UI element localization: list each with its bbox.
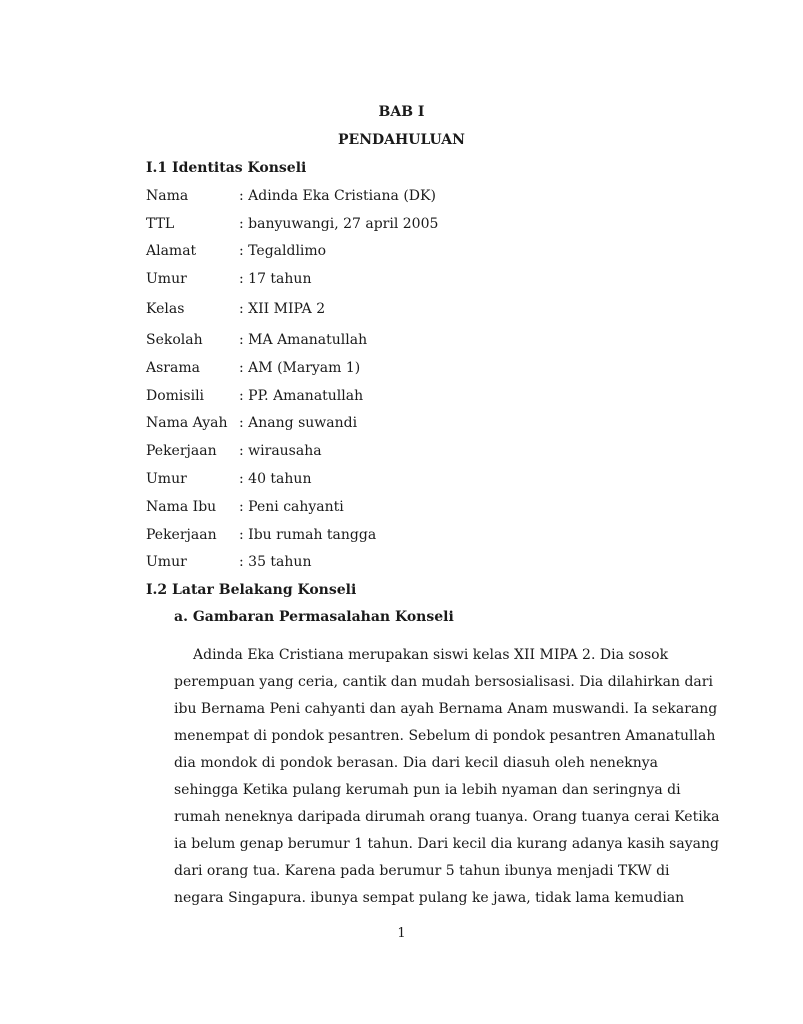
identity-value: : Tegaldlimo (239, 243, 327, 259)
identity-label: Domisili (146, 388, 205, 404)
identity-value: : Peni cahyanti (239, 499, 344, 515)
paragraph-line: dia mondok di pondok berasan. Dia dari kecil diasuh oleh neneknya (174, 755, 658, 771)
identity-value: : PP. Amanatullah (239, 388, 364, 404)
section-heading-background: I.2 Latar Belakang Konseli (146, 582, 357, 598)
paragraph-line: dari orang tua. Karena pada berumur 5 tahun ibunya menjadi TKW di (174, 863, 670, 879)
paragraph-line: ia belum genap berumur 1 tahun. Dari kecil dia kurang adanya kasih sayang (174, 836, 719, 852)
identity-value: : 40 tahun (239, 471, 312, 487)
identity-value: : banyuwangi, 27 april 2005 (239, 216, 439, 232)
paragraph-line: ibu Bernama Peni cahyanti dan ayah Bernama Anam muswandi. Ia sekarang (174, 701, 718, 717)
identity-value: : MA Amanatullah (239, 332, 368, 348)
page-number: 1 (397, 926, 406, 941)
paragraph-line: rumah neneknya daripada dirumah orang tuanya. Orang tuanya cerai Ketika (174, 809, 720, 825)
identity-value: : wirausaha (239, 443, 322, 459)
identity-label: Kelas (146, 301, 185, 317)
identity-label: Umur (146, 554, 187, 570)
paragraph-line: perempuan yang ceria, cantik dan mudah bersosialisasi. Dia dilahirkan dari (174, 674, 713, 690)
identity-label: Alamat (146, 243, 197, 259)
identity-value: : Ibu rumah tangga (239, 527, 377, 543)
identity-label: Nama Ibu (146, 499, 217, 515)
identity-label: Nama (146, 188, 189, 204)
identity-value: : AM (Maryam 1) (239, 360, 361, 376)
identity-label: Umur (146, 471, 187, 487)
identity-label: Umur (146, 271, 187, 287)
identity-label: Pekerjaan (146, 527, 217, 543)
identity-value: : Anang suwandi (239, 415, 358, 431)
identity-value: : 17 tahun (239, 271, 312, 287)
section-heading-identity: I.1 Identitas Konseli (146, 160, 307, 176)
chapter-number: BAB I (378, 104, 425, 120)
identity-value: : 35 tahun (239, 554, 312, 570)
identity-label: Asrama (146, 360, 200, 376)
identity-label: Pekerjaan (146, 443, 217, 459)
identity-label: Nama Ayah (146, 415, 228, 431)
identity-label: TTL (146, 216, 175, 232)
paragraph-line: negara Singapura. ibunya sempat pulang ke jawa, tidak lama kemudian (174, 890, 685, 906)
identity-value: : XII MIPA 2 (239, 301, 326, 317)
identity-value: : Adinda Eka Cristiana (DK) (239, 188, 436, 204)
paragraph-line: Adinda Eka Cristiana merupakan siswi kelas XII MIPA 2. Dia sosok (193, 647, 669, 663)
paragraph-line: menempat di pondok pesantren. Sebelum di pondok pesantren Amanatullah (174, 728, 716, 744)
subsection-heading: a. Gambaran Permasalahan Konseli (174, 609, 454, 625)
paragraph-line: sehingga Ketika pulang kerumah pun ia lebih nyaman dan seringnya di (174, 782, 681, 798)
identity-label: Sekolah (146, 332, 203, 348)
chapter-title: PENDAHULUAN (338, 132, 465, 148)
